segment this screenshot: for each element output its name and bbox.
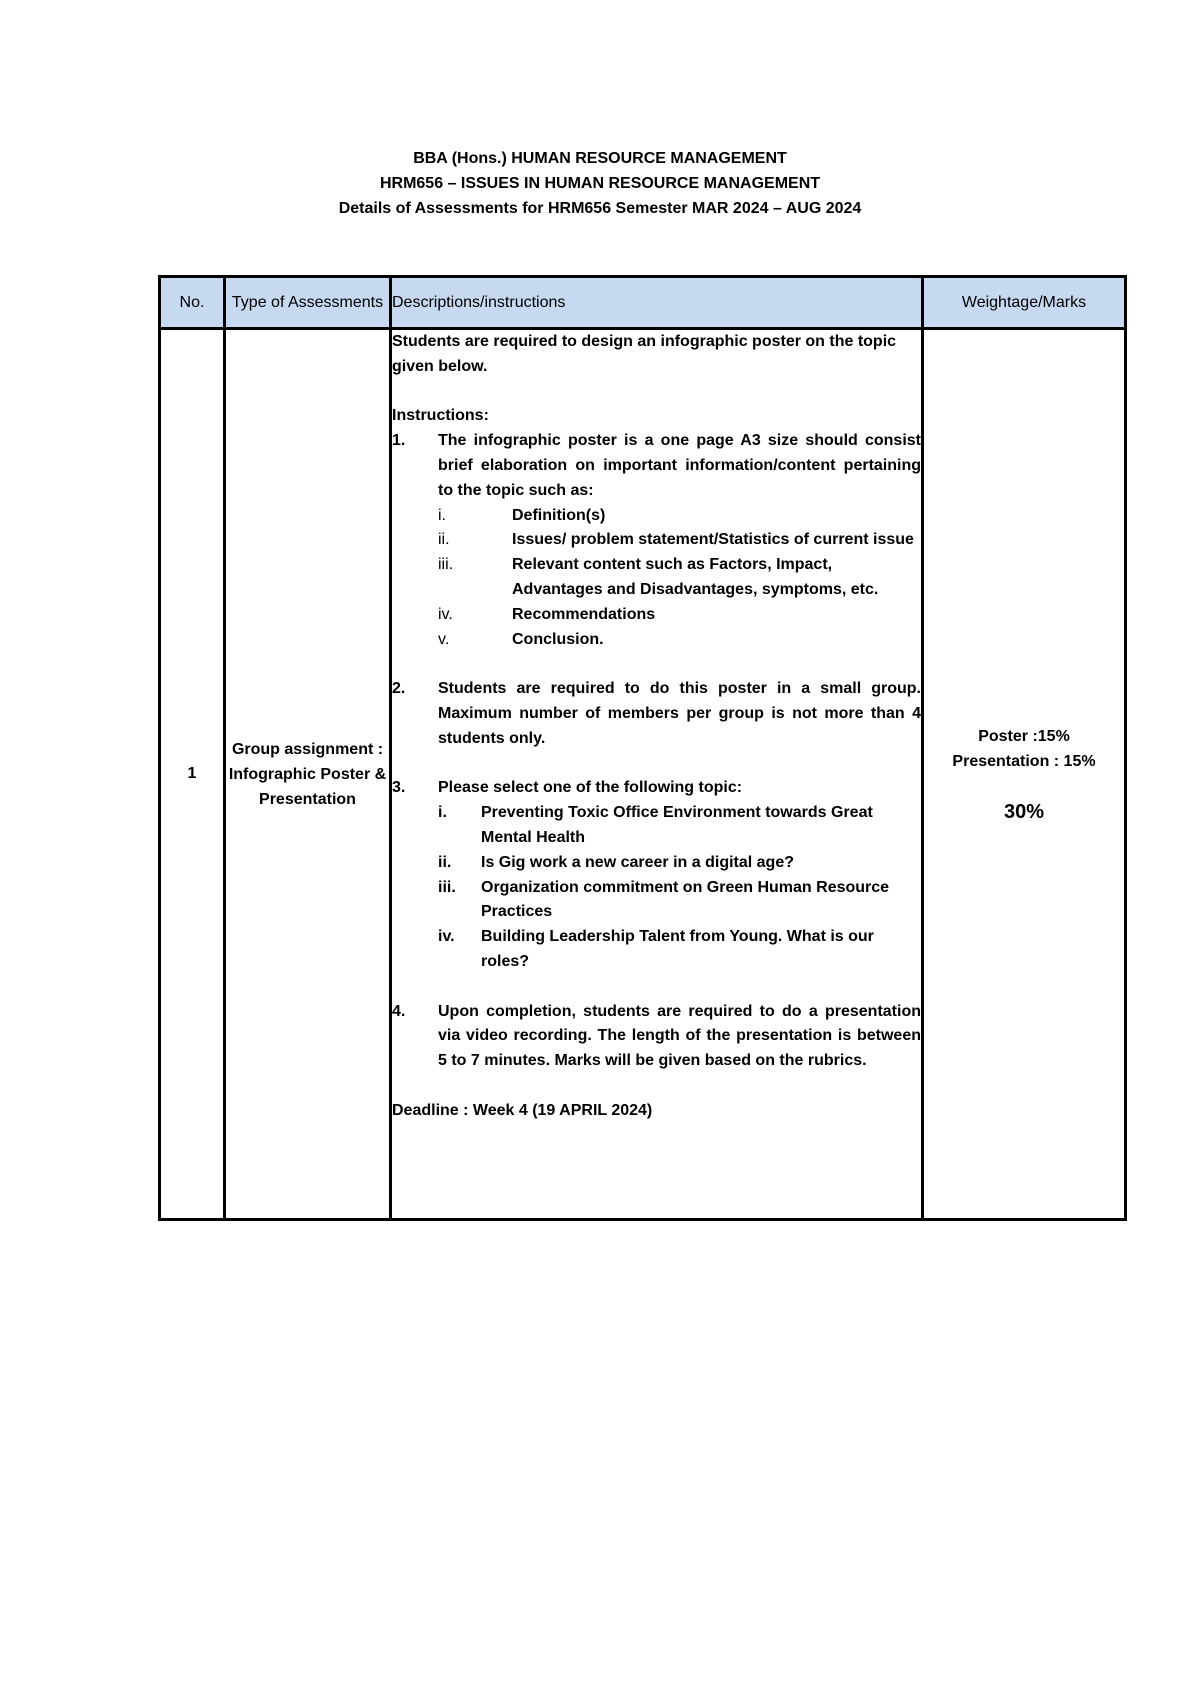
list-item: [438, 628, 921, 653]
item-number: 1.: [392, 432, 406, 450]
header-no: No.: [160, 277, 225, 329]
sub-number: i.: [438, 506, 446, 524]
item-text: The infographic poster is a one page A3 size should consist brief elaboration on important information/content pertaining to the topic such as:: [438, 432, 921, 499]
instructions-label: Instructions:: [392, 407, 489, 425]
sub-text: Conclusion.: [512, 630, 604, 648]
table-header-row: [160, 277, 1126, 329]
item-text: Students are required to do this poster in a small group. Maximum number of members per group is not more than 4 students only.: [438, 680, 921, 747]
topic-number: i.: [438, 804, 447, 822]
topic-number: iii.: [438, 878, 456, 896]
header-weightage: Weightage/Marks: [923, 277, 1126, 329]
sub-number: v.: [438, 630, 450, 648]
list-item: [438, 925, 921, 975]
sub-list: [438, 504, 921, 653]
item-text: Upon completion, students are required to do a presentation via video recording. The length of the presentation is between 5 to 7 minutes. Marks will be given based on the rubrics.: [438, 1002, 921, 1070]
list-item: [438, 553, 921, 603]
header-type: Type of Assessments: [225, 277, 391, 329]
item-number: 2.: [392, 680, 406, 698]
item-number: 4.: [392, 1002, 406, 1020]
topic-text: Building Leadership Talent from Young. What is our roles?: [481, 928, 874, 970]
list-item: [438, 603, 921, 628]
course-title: HRM656 – ISSUES IN HUMAN RESOURCE MANAGEMENT: [379, 175, 821, 192]
list-item: [438, 801, 921, 851]
sub-text: Recommendations: [512, 605, 656, 623]
topic-number: iv.: [438, 928, 455, 946]
topic-text: Is Gig work a new career in a digital age?: [481, 853, 794, 871]
intro-text: Students are required to design an infographic poster on the topic given below.: [392, 333, 897, 375]
list-item: [392, 1000, 921, 1074]
sub-number: iii.: [438, 556, 454, 574]
programme-title: BBA (Hons.) HUMAN RESOURCE MANAGEMENT: [413, 150, 787, 167]
list-item: [392, 429, 921, 503]
deadline-text: Deadline : Week 4 (19 APRIL 2024): [392, 1101, 653, 1119]
item-number: 3.: [392, 779, 406, 797]
table-row: [160, 329, 1126, 1220]
presentation-weight: Presentation : 15%: [952, 752, 1096, 770]
topic-list: [438, 801, 921, 975]
sub-number: ii.: [438, 531, 450, 549]
list-item: [438, 528, 921, 553]
item-text: Please select one of the following topic:: [438, 779, 743, 797]
poster-weight: Poster :15%: [978, 727, 1070, 745]
description-cell: [391, 329, 923, 1220]
assessment-table: [158, 275, 1127, 1221]
weightage-cell: [923, 329, 1126, 1220]
sub-text: Relevant content such as Factors, Impact, Advantages and Disadvantages, symptoms, etc.: [512, 556, 879, 598]
document-header: [0, 146, 1200, 221]
row-number: 1: [160, 329, 225, 1220]
topic-number: ii.: [438, 853, 452, 871]
sub-number: iv.: [438, 605, 453, 623]
topic-text: Preventing Toxic Office Environment towards Great Mental Health: [481, 804, 873, 846]
topic-text: Organization commitment on Green Human Resource Practices: [481, 878, 890, 921]
header-description: Descriptions/instructions: [391, 277, 923, 329]
list-item: [392, 776, 921, 801]
list-item: [438, 851, 921, 876]
list-item: [392, 677, 921, 751]
sub-text: Definition(s): [512, 506, 606, 524]
list-item: [438, 876, 921, 926]
assessment-type: Group assignment : Infographic Poster & Presentation: [225, 329, 391, 1220]
sub-text: Issues/ problem statement/Statistics of current issue: [512, 531, 914, 549]
list-item: [438, 504, 921, 529]
assessment-details-title: Details of Assessments for HRM656 Semester MAR 2024 – AUG 2024: [338, 200, 862, 217]
total-weight: 30%: [1003, 800, 1045, 823]
